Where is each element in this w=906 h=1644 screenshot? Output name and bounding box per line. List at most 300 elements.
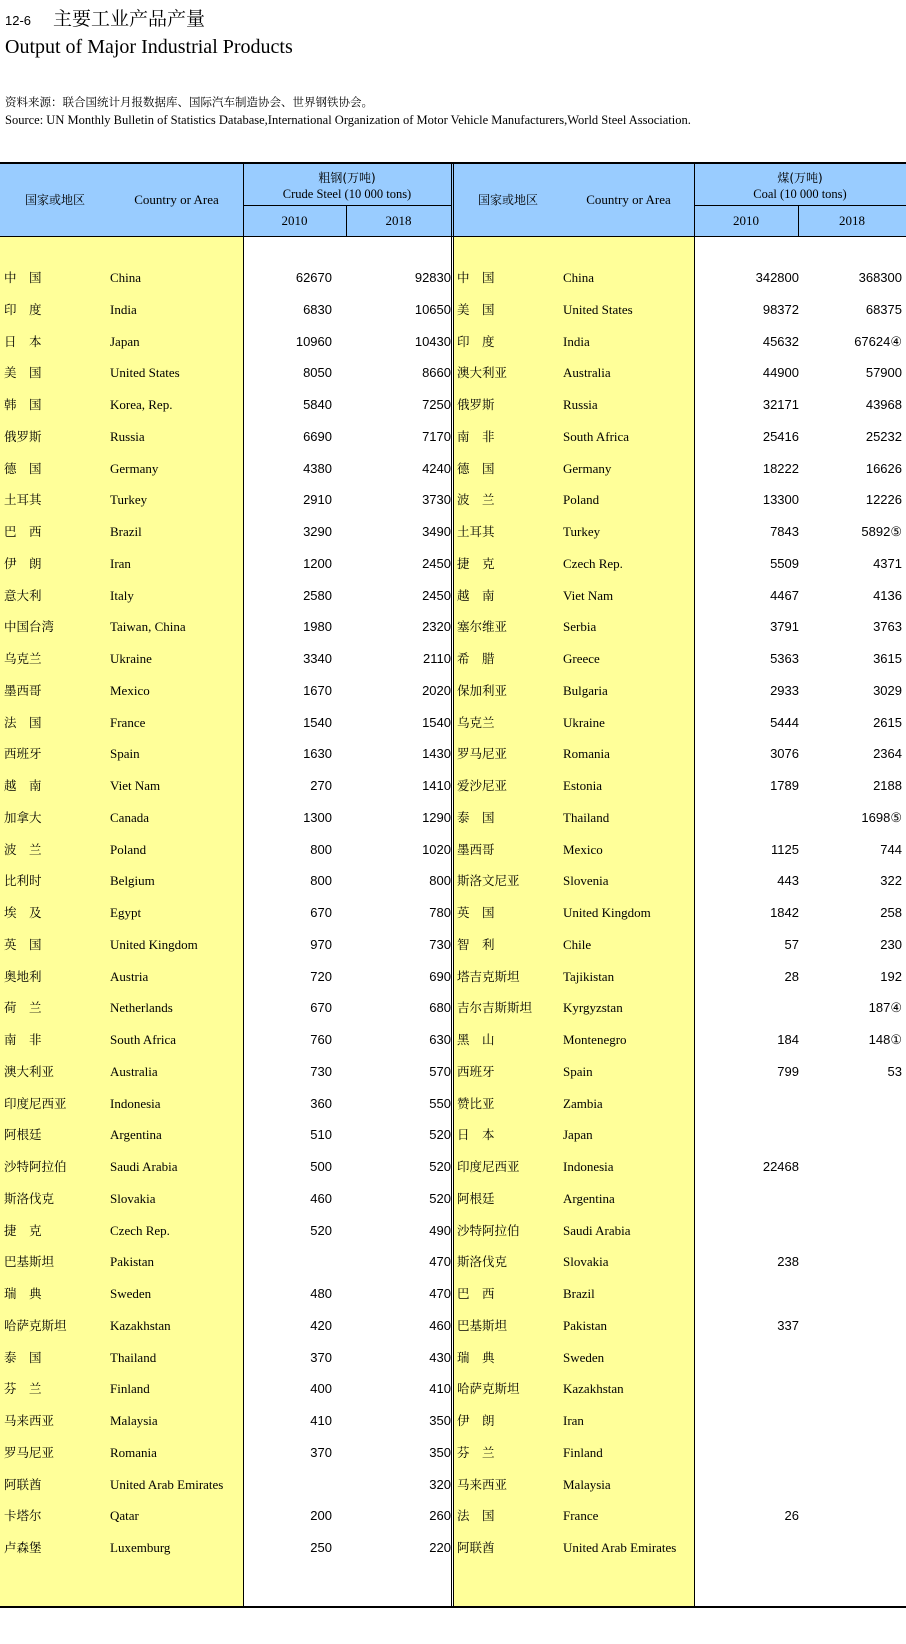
steel-country-cn: 中 国 bbox=[4, 270, 42, 285]
coal-value-2010: 44900 bbox=[762, 365, 799, 381]
coal-value-2018: 68375 bbox=[865, 301, 902, 317]
steel-country-en: Pakistan bbox=[110, 1254, 155, 1270]
coal-value-2010: 32171 bbox=[762, 397, 799, 412]
table-row bbox=[0, 262, 906, 294]
steel-country-cn: 巴 西 bbox=[4, 524, 42, 539]
coal-value-2010: 1789 bbox=[770, 778, 799, 793]
steel-value-2010: 250 bbox=[310, 1540, 332, 1555]
table-row bbox=[0, 484, 906, 516]
coal-value-2018: 230 bbox=[880, 936, 902, 952]
steel-value-2018: 1410 bbox=[422, 778, 451, 793]
coal-country-en: Slovenia bbox=[563, 873, 609, 889]
steel-country-en: Kazakhstan bbox=[110, 1317, 171, 1333]
coal-country-en: Saudi Arabia bbox=[563, 1222, 631, 1238]
steel-value-2010: 5840 bbox=[303, 397, 332, 412]
coal-country-cn: 印 度 bbox=[457, 333, 495, 349]
coal-country-en: South Africa bbox=[563, 428, 630, 444]
steel-value-2018: 430 bbox=[429, 1349, 451, 1365]
table-row bbox=[0, 770, 906, 802]
steel-country-en: Belgium bbox=[110, 873, 155, 889]
steel-value-2018: 8660 bbox=[422, 365, 451, 381]
table-row bbox=[0, 611, 906, 643]
coal-country-en: Bulgaria bbox=[563, 682, 608, 698]
steel-value-2018: 1540 bbox=[422, 714, 451, 730]
coal-value-2010: 5444 bbox=[770, 714, 799, 730]
steel-value-2018: 520 bbox=[429, 1190, 451, 1206]
steel-country-cn: 乌克兰 bbox=[4, 651, 42, 666]
steel-value-2018: 320 bbox=[429, 1476, 451, 1492]
steel-country-en: Italy bbox=[110, 587, 134, 603]
coal-country-cn: 塔吉克斯坦 bbox=[457, 968, 520, 984]
table-row bbox=[0, 294, 906, 326]
steel-value-2018: 470 bbox=[429, 1286, 451, 1301]
table-row bbox=[0, 802, 906, 834]
coal-country-en: Iran bbox=[563, 1413, 584, 1428]
coal-country-cn: 瑞 典 bbox=[457, 1349, 495, 1365]
steel-country-en: Canada bbox=[110, 809, 149, 825]
coal-country-en: Pakistan bbox=[563, 1317, 608, 1333]
steel-value-2010: 370 bbox=[310, 1349, 332, 1365]
coal-value-2010: 1842 bbox=[770, 905, 799, 920]
steel-value-2018: 2320 bbox=[422, 619, 451, 635]
coal-country-en: China bbox=[563, 270, 595, 285]
coal-country-en: Tajikistan bbox=[563, 968, 615, 984]
steel-country-en: United Kingdom bbox=[110, 936, 198, 952]
steel-value-2010: 3340 bbox=[303, 651, 332, 666]
coal-country-cn: 捷 克 bbox=[457, 555, 495, 571]
steel-country-en: India bbox=[110, 301, 137, 317]
coal-country-cn: 斯洛文尼亚 bbox=[457, 873, 520, 889]
steel-value-2018: 630 bbox=[429, 1032, 451, 1047]
coal-country-en: Brazil bbox=[563, 1286, 595, 1301]
coal-country-cn: 黑 山 bbox=[457, 1032, 495, 1047]
steel-value-2018: 2450 bbox=[422, 555, 451, 571]
steel-country-en: Thailand bbox=[110, 1349, 157, 1365]
table-row bbox=[0, 1024, 906, 1056]
table-row bbox=[0, 834, 906, 866]
table-row bbox=[0, 1373, 906, 1405]
steel-value-2010: 6690 bbox=[303, 428, 332, 444]
steel-country-cn: 波 兰 bbox=[4, 841, 42, 857]
steel-value-2010: 3290 bbox=[303, 524, 332, 539]
coal-value-2018: 368300 bbox=[858, 270, 902, 285]
steel-value-2010: 62670 bbox=[295, 270, 332, 285]
steel-country-cn: 斯洛伐克 bbox=[4, 1190, 55, 1206]
coal-country-en: Kazakhstan bbox=[563, 1381, 624, 1397]
steel-value-2010: 200 bbox=[310, 1508, 332, 1524]
table-row bbox=[0, 1469, 906, 1501]
coal-country-cn: 墨西哥 bbox=[457, 841, 495, 857]
table-bottom-rule bbox=[0, 1606, 906, 1608]
header-steel-2018: 2018 bbox=[385, 212, 412, 228]
steel-country-cn: 澳大利亚 bbox=[4, 1063, 55, 1079]
steel-value-2018: 460 bbox=[429, 1317, 451, 1333]
coal-country-en: Mexico bbox=[563, 841, 603, 857]
coal-value-2010: 5509 bbox=[770, 555, 799, 571]
source-note-cn: 资料来源：联合国统计月报数据库、国际汽车制造协会、世界钢铁协会。 bbox=[5, 95, 373, 109]
steel-value-2018: 1290 bbox=[422, 809, 451, 825]
coal-value-2010: 4467 bbox=[770, 587, 799, 603]
coal-country-cn: 阿联酋 bbox=[457, 1540, 495, 1555]
steel-value-2018: 4240 bbox=[422, 460, 451, 476]
coal-country-en: Viet Nam bbox=[563, 587, 614, 603]
coal-value-2010: 443 bbox=[777, 873, 799, 889]
table-row bbox=[0, 1151, 906, 1183]
steel-value-2010: 1200 bbox=[303, 555, 332, 571]
table-row bbox=[0, 961, 906, 993]
steel-country-en: Qatar bbox=[110, 1508, 139, 1524]
coal-value-2010: 184 bbox=[777, 1032, 799, 1047]
table-row bbox=[0, 675, 906, 707]
header-coal-2010: 2010 bbox=[733, 212, 759, 228]
steel-country-en: Netherlands bbox=[110, 1000, 173, 1016]
steel-country-cn: 奥地利 bbox=[4, 968, 42, 984]
steel-value-2018: 1020 bbox=[422, 841, 451, 857]
steel-country-cn: 阿联酋 bbox=[4, 1476, 42, 1492]
steel-value-2018: 3490 bbox=[422, 524, 451, 539]
steel-value-2018: 520 bbox=[429, 1159, 451, 1174]
steel-value-2018: 520 bbox=[429, 1127, 451, 1143]
coal-country-en: Malaysia bbox=[563, 1476, 611, 1492]
coal-value-2018: 187④ bbox=[868, 1000, 902, 1016]
steel-country-cn: 英 国 bbox=[4, 936, 42, 952]
coal-value-2010: 5363 bbox=[770, 651, 799, 666]
steel-country-en: Sweden bbox=[110, 1286, 152, 1301]
coal-country-cn: 爱沙尼亚 bbox=[457, 778, 508, 793]
steel-value-2018: 260 bbox=[429, 1508, 451, 1524]
coal-country-en: Zambia bbox=[563, 1095, 603, 1111]
table-row bbox=[0, 738, 906, 770]
steel-country-cn: 日 本 bbox=[4, 333, 42, 349]
coal-country-cn: 英 国 bbox=[457, 905, 495, 920]
table-row bbox=[0, 421, 906, 453]
coal-value-2018: 67624④ bbox=[854, 333, 902, 349]
table-row bbox=[0, 580, 906, 612]
steel-value-2010: 270 bbox=[310, 778, 332, 793]
coal-value-2018: 192 bbox=[880, 968, 902, 984]
steel-country-cn: 印 度 bbox=[4, 301, 42, 317]
header-steel bbox=[243, 166, 451, 205]
steel-country-cn: 比利时 bbox=[4, 873, 42, 889]
steel-value-2010: 520 bbox=[310, 1222, 332, 1238]
coal-value-2010: 26 bbox=[784, 1508, 799, 1524]
coal-country-cn: 希 腊 bbox=[457, 651, 495, 666]
table-row bbox=[0, 865, 906, 897]
coal-value-2018: 744 bbox=[880, 841, 902, 857]
steel-value-2010: 1670 bbox=[303, 682, 332, 698]
steel-value-2010: 8050 bbox=[303, 365, 332, 381]
coal-country-cn: 伊 朗 bbox=[457, 1413, 495, 1428]
coal-country-cn: 波 兰 bbox=[457, 492, 495, 508]
steel-value-2010: 970 bbox=[310, 936, 332, 952]
steel-country-en: Saudi Arabia bbox=[110, 1159, 178, 1174]
steel-value-2010: 760 bbox=[310, 1032, 332, 1047]
coal-country-en: United Kingdom bbox=[563, 905, 651, 920]
coal-country-cn: 泰 国 bbox=[457, 809, 495, 825]
steel-value-2018: 730 bbox=[429, 936, 451, 952]
coal-country-cn: 罗马尼亚 bbox=[457, 746, 508, 762]
steel-country-cn: 意大利 bbox=[4, 587, 42, 603]
steel-country-cn: 瑞 典 bbox=[4, 1286, 42, 1301]
steel-country-en: Poland bbox=[110, 841, 147, 857]
header-coal-2018: 2018 bbox=[839, 212, 865, 228]
steel-country-en: Brazil bbox=[110, 524, 142, 539]
header-coal-en: Coal (10 000 tons) bbox=[753, 186, 847, 201]
steel-country-cn: 泰 国 bbox=[4, 1349, 42, 1365]
steel-country-cn: 西班牙 bbox=[4, 746, 42, 762]
coal-country-en: France bbox=[563, 1508, 599, 1524]
coal-country-en: Japan bbox=[563, 1127, 593, 1143]
steel-value-2010: 4380 bbox=[303, 460, 332, 476]
steel-value-2010: 670 bbox=[310, 905, 332, 920]
steel-value-2010: 410 bbox=[310, 1413, 332, 1428]
coal-value-2010: 2933 bbox=[770, 682, 799, 698]
steel-value-2018: 410 bbox=[429, 1381, 451, 1397]
coal-country-cn: 乌克兰 bbox=[457, 714, 495, 730]
steel-country-en: Slovakia bbox=[110, 1190, 156, 1206]
steel-value-2018: 7250 bbox=[422, 397, 451, 412]
coal-country-cn: 中 国 bbox=[457, 270, 495, 285]
coal-value-2018: 1698⑤ bbox=[861, 809, 902, 825]
coal-country-en: Estonia bbox=[563, 778, 602, 793]
coal-value-2010: 57 bbox=[784, 936, 799, 952]
coal-country-cn: 西班牙 bbox=[457, 1063, 495, 1079]
page-title-en: Output of Major Industrial Products bbox=[5, 36, 293, 58]
coal-country-cn: 巴 西 bbox=[457, 1286, 495, 1301]
steel-country-en: Malaysia bbox=[110, 1413, 158, 1428]
table-row bbox=[0, 929, 906, 961]
steel-country-cn: 墨西哥 bbox=[4, 682, 42, 698]
steel-country-en: Ukraine bbox=[110, 651, 152, 666]
steel-country-cn: 捷 克 bbox=[4, 1222, 42, 1238]
coal-country-en: Thailand bbox=[563, 809, 610, 825]
table-row bbox=[0, 516, 906, 548]
steel-country-cn: 罗马尼亚 bbox=[4, 1444, 55, 1460]
steel-country-cn: 阿根廷 bbox=[4, 1127, 42, 1143]
steel-value-2010: 720 bbox=[310, 968, 332, 984]
steel-value-2018: 550 bbox=[429, 1095, 451, 1111]
table-row bbox=[0, 1278, 906, 1310]
coal-country-cn: 巴基斯坦 bbox=[457, 1317, 508, 1333]
coal-country-cn: 越 南 bbox=[457, 587, 495, 603]
coal-country-cn: 日 本 bbox=[457, 1127, 495, 1143]
steel-value-2010: 730 bbox=[310, 1063, 332, 1079]
header-coal bbox=[694, 166, 906, 205]
steel-value-2010: 2910 bbox=[303, 492, 332, 508]
coal-value-2010: 337 bbox=[777, 1317, 799, 1333]
steel-value-2018: 470 bbox=[429, 1254, 451, 1270]
table-row bbox=[0, 1119, 906, 1151]
table-row bbox=[0, 1088, 906, 1120]
steel-value-2010: 370 bbox=[310, 1444, 332, 1460]
coal-value-2018: 4136 bbox=[873, 587, 902, 603]
steel-value-2010: 1630 bbox=[303, 746, 332, 762]
coal-country-en: Finland bbox=[563, 1444, 603, 1460]
steel-value-2018: 7170 bbox=[422, 428, 451, 444]
coal-country-en: Serbia bbox=[563, 619, 597, 635]
coal-value-2010: 342800 bbox=[755, 270, 799, 285]
coal-value-2010: 98372 bbox=[762, 301, 799, 317]
steel-value-2010: 10960 bbox=[295, 333, 332, 349]
coal-value-2010: 799 bbox=[777, 1063, 799, 1079]
header-country-cn-left: 国家或地区 bbox=[24, 193, 85, 207]
steel-country-en: Turkey bbox=[110, 492, 148, 508]
steel-value-2018: 10650 bbox=[414, 301, 451, 317]
steel-country-cn: 卢森堡 bbox=[4, 1540, 42, 1555]
table-row bbox=[0, 1056, 906, 1088]
steel-country-cn: 俄罗斯 bbox=[4, 428, 42, 444]
header-country-en-right: Country or Area bbox=[586, 192, 671, 207]
coal-country-cn: 赞比亚 bbox=[457, 1095, 495, 1111]
coal-country-cn: 智 利 bbox=[457, 936, 495, 952]
steel-value-2018: 490 bbox=[429, 1222, 451, 1238]
coal-country-en: Germany bbox=[563, 460, 612, 476]
coal-country-cn: 土耳其 bbox=[457, 524, 495, 539]
coal-country-en: Turkey bbox=[563, 524, 601, 539]
coal-value-2018: 4371 bbox=[873, 555, 902, 571]
steel-country-en: Romania bbox=[110, 1444, 157, 1460]
steel-value-2018: 2020 bbox=[422, 682, 451, 698]
table-row bbox=[0, 389, 906, 421]
coal-value-2018: 2364 bbox=[873, 746, 902, 762]
header-steel-2010: 2010 bbox=[281, 212, 308, 228]
steel-country-cn: 马来西亚 bbox=[4, 1413, 55, 1428]
steel-country-en: Iran bbox=[110, 555, 131, 571]
steel-country-cn: 芬 兰 bbox=[4, 1381, 42, 1397]
title-cn-text: 主要工业产品产量 bbox=[53, 8, 206, 30]
steel-country-cn: 加拿大 bbox=[4, 809, 42, 825]
coal-country-en: Spain bbox=[563, 1063, 593, 1079]
coal-value-2018: 2615 bbox=[873, 714, 902, 730]
coal-value-2018: 5892⑤ bbox=[861, 524, 902, 539]
coal-country-en: India bbox=[563, 333, 590, 349]
steel-country-cn: 伊 朗 bbox=[4, 555, 42, 571]
page-title-cn bbox=[5, 4, 205, 31]
coal-country-cn: 德 国 bbox=[457, 460, 495, 476]
steel-value-2018: 10430 bbox=[414, 333, 451, 349]
coal-country-en: Russia bbox=[563, 397, 598, 412]
coal-value-2010: 1125 bbox=[771, 841, 799, 857]
steel-value-2010: 670 bbox=[310, 1000, 332, 1016]
table-row bbox=[0, 1532, 906, 1564]
steel-value-2010: 800 bbox=[310, 841, 332, 857]
steel-country-en: Argentina bbox=[110, 1127, 162, 1143]
steel-country-en: Spain bbox=[110, 746, 140, 762]
table-number: 12-6 bbox=[5, 13, 32, 28]
steel-value-2010: 6830 bbox=[303, 301, 332, 317]
steel-country-cn: 埃 及 bbox=[4, 905, 42, 920]
steel-value-2010: 800 bbox=[310, 873, 332, 889]
steel-country-en: Taiwan, China bbox=[110, 619, 186, 635]
table-row bbox=[0, 1342, 906, 1374]
coal-value-2010: 3076 bbox=[770, 746, 799, 762]
steel-country-en: Korea, Rep. bbox=[110, 397, 173, 412]
coal-country-cn: 哈萨克斯坦 bbox=[457, 1381, 520, 1397]
steel-country-en: China bbox=[110, 270, 142, 285]
table-row bbox=[0, 1437, 906, 1469]
coal-value-2018: 16626 bbox=[865, 460, 902, 476]
coal-value-2018: 258 bbox=[880, 905, 902, 920]
steel-value-2018: 800 bbox=[429, 873, 451, 889]
steel-country-en: South Africa bbox=[110, 1032, 177, 1047]
steel-value-2018: 680 bbox=[429, 1000, 451, 1016]
steel-value-2018: 3730 bbox=[422, 492, 451, 508]
coal-country-cn: 印度尼西亚 bbox=[457, 1159, 520, 1174]
coal-country-en: Ukraine bbox=[563, 714, 605, 730]
coal-country-en: United Arab Emirates bbox=[563, 1540, 677, 1555]
table-row bbox=[0, 1215, 906, 1247]
steel-country-en: Finland bbox=[110, 1381, 150, 1397]
steel-country-cn: 德 国 bbox=[4, 460, 42, 476]
coal-value-2010: 238 bbox=[777, 1254, 799, 1270]
coal-country-cn: 南 非 bbox=[457, 428, 495, 444]
header-steel-en: Crude Steel (10 000 tons) bbox=[282, 186, 412, 201]
steel-value-2010: 500 bbox=[310, 1159, 332, 1174]
steel-country-cn: 印度尼西亚 bbox=[4, 1095, 67, 1111]
steel-value-2018: 350 bbox=[429, 1444, 451, 1460]
coal-country-cn: 阿根廷 bbox=[457, 1190, 495, 1206]
steel-country-en: Czech Rep. bbox=[110, 1222, 170, 1238]
coal-value-2018: 25232 bbox=[865, 428, 902, 444]
steel-country-cn: 荷 兰 bbox=[4, 1000, 42, 1016]
coal-country-cn: 澳大利亚 bbox=[457, 365, 508, 381]
coal-country-en: Indonesia bbox=[563, 1159, 614, 1174]
steel-country-cn: 土耳其 bbox=[4, 492, 42, 508]
steel-country-cn: 法 国 bbox=[4, 714, 42, 730]
steel-country-en: United Arab Emirates bbox=[110, 1476, 224, 1492]
table-row bbox=[0, 1500, 906, 1532]
coal-value-2010: 13300 bbox=[762, 492, 799, 508]
coal-value-2018: 3615 bbox=[873, 651, 902, 666]
coal-country-en: Poland bbox=[563, 492, 600, 508]
steel-country-en: United States bbox=[110, 365, 180, 381]
steel-country-en: France bbox=[110, 714, 146, 730]
table-row bbox=[0, 1246, 906, 1278]
table-row bbox=[0, 357, 906, 389]
steel-value-2010: 400 bbox=[310, 1381, 332, 1397]
coal-value-2010: 3791 bbox=[770, 619, 799, 635]
coal-value-2010: 28 bbox=[784, 968, 799, 984]
steel-country-cn: 韩 国 bbox=[4, 397, 42, 412]
steel-country-en: Russia bbox=[110, 428, 145, 444]
steel-value-2010: 1540 bbox=[303, 714, 332, 730]
steel-value-2010: 480 bbox=[310, 1286, 332, 1301]
coal-country-cn: 法 国 bbox=[457, 1508, 495, 1524]
coal-country-cn: 美 国 bbox=[457, 301, 495, 317]
header-coal-cn: 煤(万吨) bbox=[777, 170, 823, 185]
steel-country-cn: 越 南 bbox=[4, 778, 42, 793]
steel-country-en: Egypt bbox=[110, 905, 142, 920]
source-note-en: Source: UN Monthly Bulletin of Statistics Database,International Organization of Motor Vehicle Manufacturers,World Steel Association. bbox=[5, 113, 691, 127]
coal-country-en: Sweden bbox=[563, 1349, 605, 1365]
steel-value-2018: 350 bbox=[429, 1413, 451, 1428]
steel-value-2018: 690 bbox=[429, 968, 451, 984]
table-row bbox=[0, 548, 906, 580]
steel-country-en: Australia bbox=[110, 1063, 158, 1079]
coal-value-2018: 322 bbox=[880, 873, 902, 889]
coal-country-en: Montenegro bbox=[563, 1032, 627, 1047]
coal-value-2010: 22468 bbox=[762, 1159, 799, 1174]
steel-country-cn: 中国台湾 bbox=[4, 619, 55, 635]
table-row bbox=[0, 643, 906, 675]
coal-value-2010: 7843 bbox=[770, 524, 799, 539]
steel-value-2010: 510 bbox=[310, 1127, 332, 1143]
coal-value-2018: 12226 bbox=[865, 492, 902, 508]
coal-country-cn: 斯洛伐克 bbox=[457, 1254, 508, 1270]
coal-country-en: Romania bbox=[563, 746, 610, 762]
coal-value-2018: 3029 bbox=[873, 682, 902, 698]
table-row bbox=[0, 707, 906, 739]
